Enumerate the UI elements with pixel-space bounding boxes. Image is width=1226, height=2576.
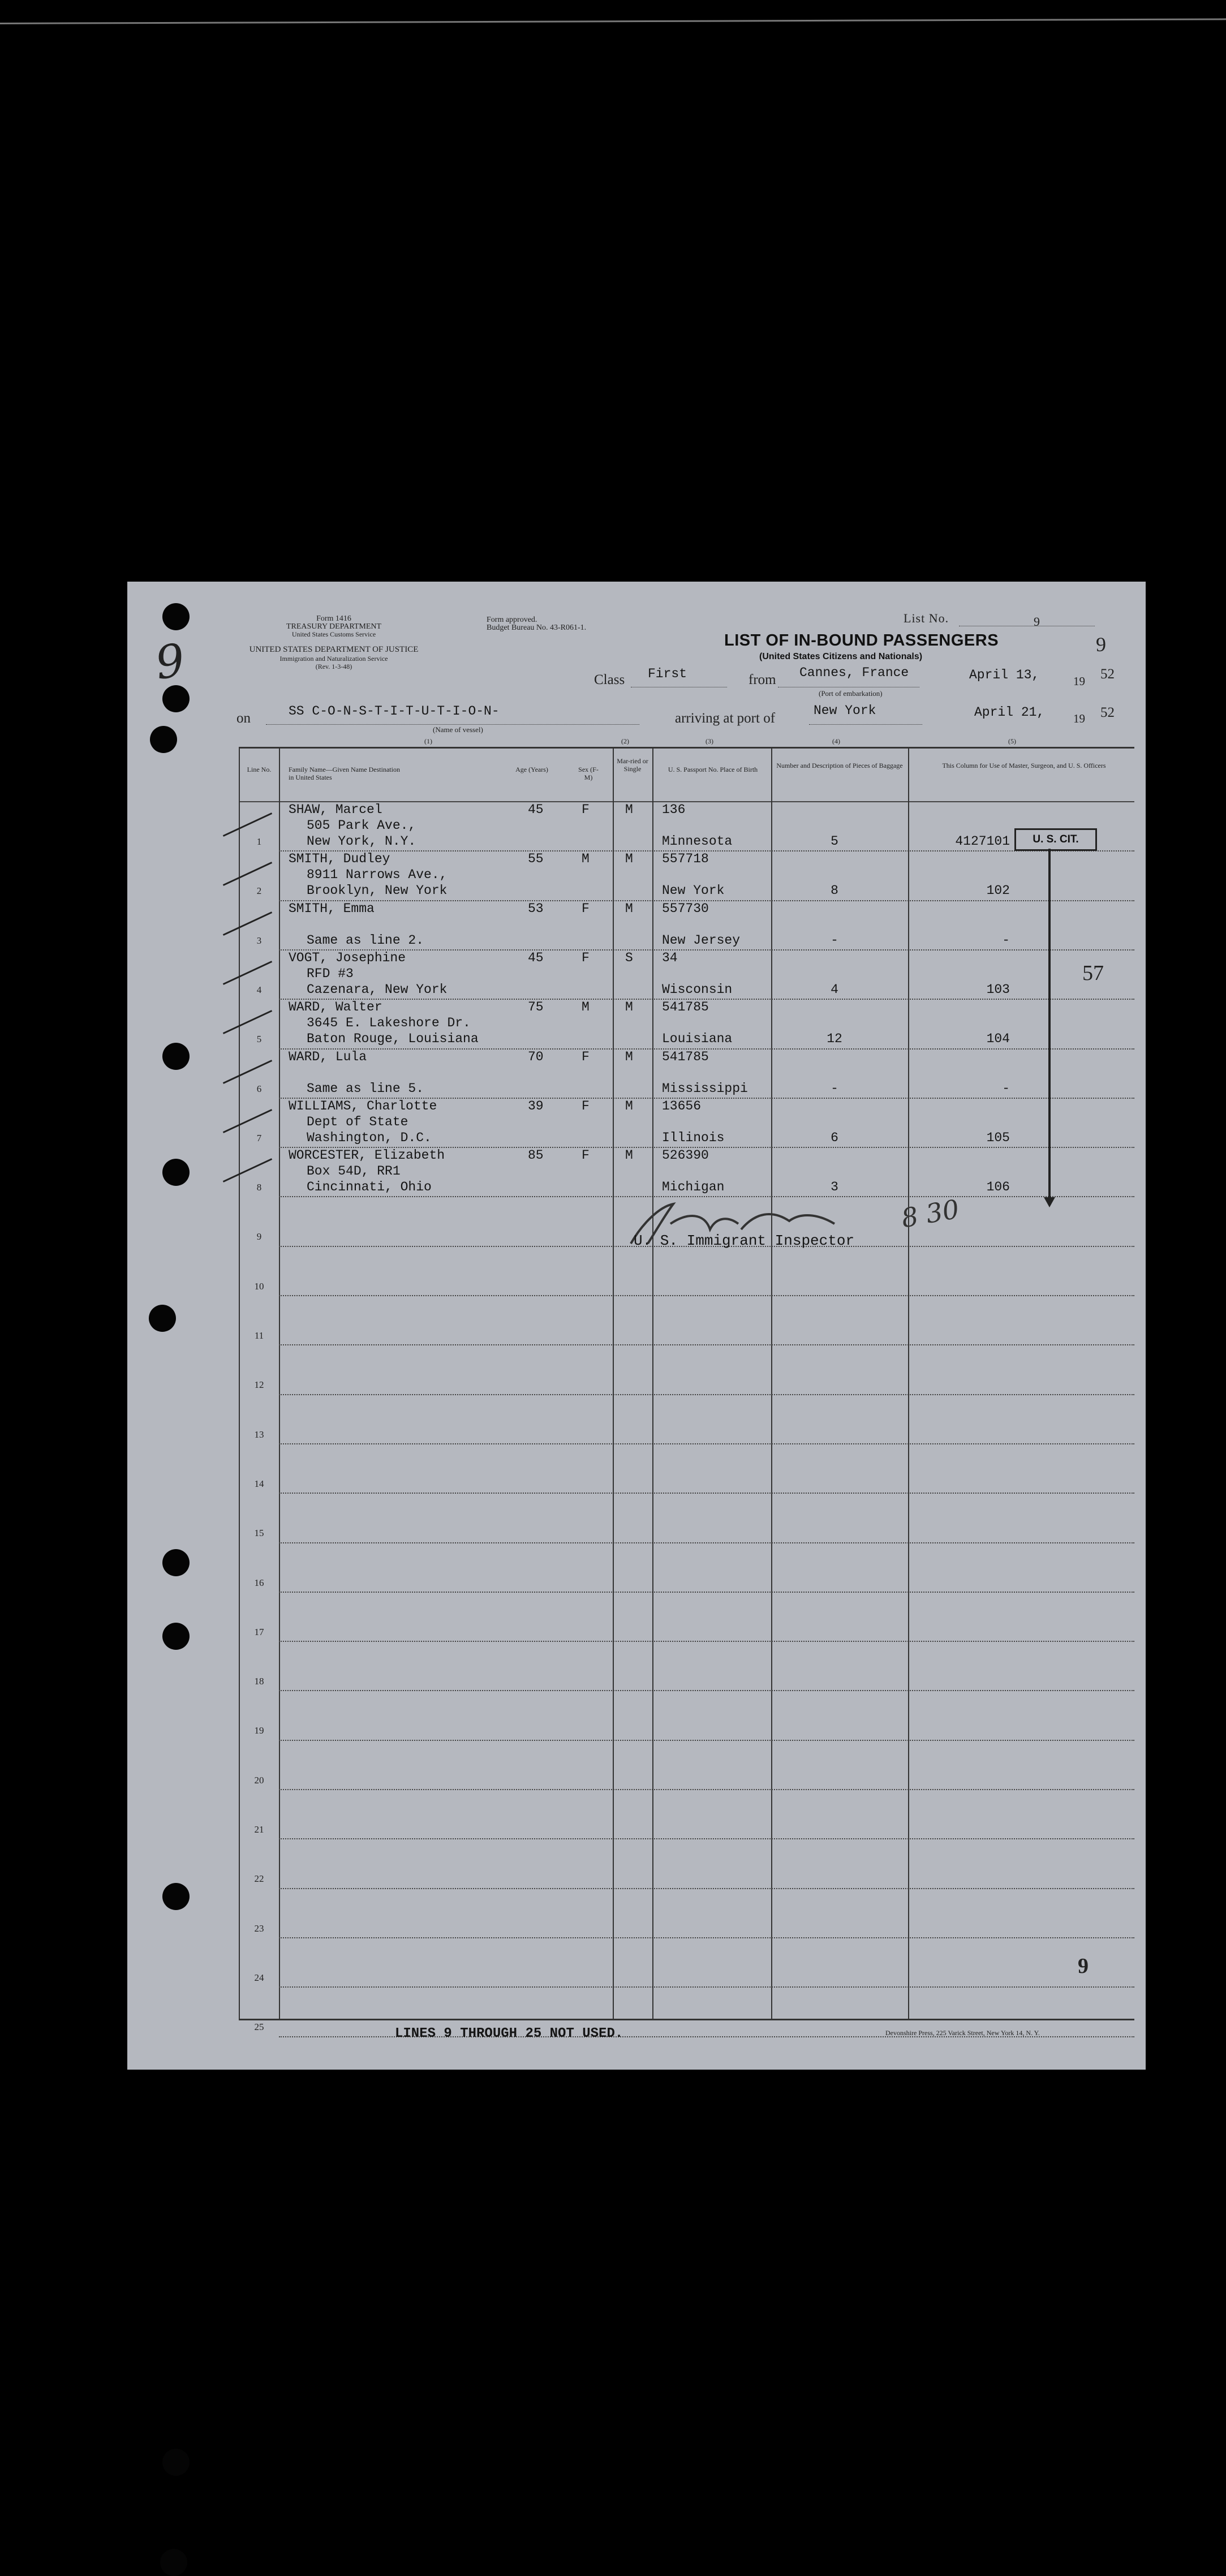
passenger-address-1: RFD #3: [307, 966, 354, 981]
baggage-count: -: [831, 1081, 838, 1096]
header-baggage: Number and Description of Pieces of Baggage: [776, 762, 903, 769]
birth-place: Illinois: [662, 1130, 725, 1145]
check-mark: [223, 911, 272, 936]
col-divider: [239, 747, 240, 2019]
justice-dept: UNITED STATES DEPARTMENT OF JUSTICE: [249, 645, 419, 654]
col-num-4: (4): [832, 737, 840, 745]
punch-hole: [162, 685, 190, 712]
passenger-name: SMITH, Emma: [289, 901, 375, 916]
row-divider: [279, 1838, 1134, 1840]
arrival-port-line: [809, 724, 922, 725]
passenger-sex: F: [582, 1148, 590, 1163]
passenger-address-2: Washington, D.C.: [307, 1130, 432, 1145]
passenger-address-2: Cazenara, New York: [307, 982, 448, 997]
form-subtitle: (United States Citizens and Nationals): [759, 652, 923, 661]
passenger-age: 70: [528, 1050, 544, 1064]
line-number: 17: [254, 1627, 264, 1637]
col-num-5: (5): [1008, 737, 1016, 745]
punch-hole: [150, 726, 177, 753]
row-divider: [279, 1690, 1134, 1692]
col-divider: [652, 747, 653, 2019]
baggage-count: 8: [831, 883, 838, 898]
punch-hole: [162, 1883, 190, 1910]
passenger-name: VOGT, Josephine: [289, 951, 406, 965]
header-sex: Sex (F-M): [578, 766, 599, 781]
row-divider: [279, 1542, 1134, 1544]
officer-number: 4127101: [955, 834, 1010, 849]
passport-number: 136: [662, 802, 686, 817]
arrival-year-prefix: 19: [1073, 712, 1085, 725]
row-divider: [279, 1888, 1134, 1890]
col-num-1: (1): [424, 737, 432, 745]
footer-note: LINES 9 THROUGH 25 NOT USED.: [395, 2026, 623, 2041]
row-divider: [279, 1986, 1134, 1988]
passport-number: 557730: [662, 901, 709, 916]
passenger-age: 75: [528, 1000, 544, 1014]
row-divider: [279, 1443, 1134, 1445]
printer-imprint: Devonshire Press, 225 Varick Street, New York 14, N. Y.: [885, 2029, 1040, 2037]
signature-note: 8 30: [899, 1193, 962, 1234]
passport-number: 13656: [662, 1099, 702, 1113]
punch-hole: [149, 1305, 176, 1332]
vessel-line: [266, 724, 639, 725]
birth-place: New York: [662, 883, 725, 898]
line-number: 12: [254, 1379, 264, 1390]
passenger-age: 39: [528, 1099, 544, 1113]
passenger-address-1: 505 Park Ave.,: [307, 818, 416, 833]
check-mark: [223, 1158, 272, 1182]
line-number: 24: [254, 1972, 264, 1983]
header-officers: This Column for Use of Master, Surgeon, and U. S. Officers: [942, 762, 1106, 769]
row-divider: [279, 949, 1134, 951]
punch-hole: [162, 1159, 190, 1186]
baggage-count: 6: [831, 1130, 838, 1145]
passenger-name: WARD, Walter: [289, 1000, 382, 1014]
departure-year-prefix: 19: [1073, 674, 1085, 688]
arriving-label: arriving at port of: [675, 711, 776, 726]
line-number: 13: [254, 1429, 264, 1440]
passenger-sex: M: [582, 852, 590, 866]
passenger-age: 45: [528, 951, 544, 965]
side-number: 57: [1082, 961, 1104, 985]
line-number: 14: [254, 1478, 264, 1489]
passenger-address-2: New York, N.Y.: [307, 834, 416, 849]
line-number: 5: [256, 1034, 262, 1044]
line-number: 7: [256, 1133, 262, 1143]
col-divider: [908, 747, 909, 2019]
on-label: on: [236, 711, 251, 726]
list-no-value: 9: [1034, 614, 1040, 629]
passenger-address-1: 3645 E. Lakeshore Dr.: [307, 1016, 471, 1030]
top-edge-line: [0, 18, 1226, 24]
arrival-port: New York: [814, 703, 876, 718]
passport-number: 34: [662, 951, 678, 965]
ins-service: Immigration and Naturalization Service: [279, 655, 388, 663]
punch-hole: [162, 1623, 190, 1650]
row-divider: [279, 1394, 1134, 1396]
birth-place: New Jersey: [662, 933, 741, 948]
punch-hole: [162, 2449, 190, 2476]
port-embarkation-label: (Port of embarkation): [819, 689, 883, 698]
passport-number: 541785: [662, 1000, 709, 1014]
officer-number: 106: [986, 1180, 1010, 1194]
row-divider: [279, 1789, 1134, 1791]
line-number: 1: [256, 836, 262, 847]
line-number: 10: [254, 1281, 264, 1292]
col-num-2: (2): [621, 737, 629, 745]
citizen-stamp: [1014, 828, 1097, 851]
check-mark: [223, 862, 272, 886]
officer-number: 103: [986, 982, 1010, 997]
punch-hole: [162, 1549, 190, 1576]
line-number: 23: [254, 1923, 264, 1934]
bottom-page-number: 9: [1078, 1954, 1089, 1978]
col-divider: [771, 747, 772, 2019]
row-divider: [279, 1641, 1134, 1642]
passenger-age: 55: [528, 852, 544, 866]
passport-number: 541785: [662, 1050, 709, 1064]
row-divider: [279, 1740, 1134, 1741]
passenger-name: SMITH, Dudley: [289, 852, 390, 866]
row-divider: [279, 1937, 1134, 1939]
punch-hole: [162, 603, 190, 630]
officer-number: 102: [986, 883, 1010, 898]
passenger-name: SHAW, Marcel: [289, 802, 382, 817]
passenger-address-2: Baton Rouge, Louisiana: [307, 1031, 479, 1046]
treasury-dept: TREASURY DEPARTMENT: [286, 622, 382, 631]
passenger-age: 53: [528, 901, 544, 916]
vessel-name-label: (Name of vessel): [433, 725, 483, 734]
line-number: 22: [254, 1873, 264, 1884]
line-number: 6: [256, 1083, 262, 1094]
line-number: 2: [256, 885, 262, 896]
departure-year: 52: [1100, 666, 1115, 682]
line-number: 3: [256, 935, 262, 946]
passenger-sex: F: [582, 1099, 590, 1113]
stamp-arrow-line: [1048, 849, 1051, 1199]
line-number: 20: [254, 1775, 264, 1786]
passenger-marital: M: [625, 901, 633, 916]
header-passport: U. S. Passport No. Place of Birth: [668, 766, 758, 773]
passenger-marital: S: [625, 951, 633, 965]
line-number: 19: [254, 1725, 264, 1736]
baggage-count: 3: [831, 1180, 838, 1194]
passenger-age: 45: [528, 802, 544, 817]
check-mark: [223, 1010, 272, 1034]
baggage-count: 4: [831, 982, 838, 997]
line-number: 4: [256, 984, 262, 995]
baggage-count: 12: [827, 1031, 842, 1046]
passport-number: 557718: [662, 852, 709, 866]
header-married: Mar-ried or Single: [617, 757, 648, 773]
passenger-name: WARD, Lula: [289, 1050, 367, 1064]
birth-place: Wisconsin: [662, 982, 733, 997]
officer-number: -: [1002, 933, 1010, 948]
officer-number: 104: [986, 1031, 1010, 1046]
officer-number: -: [1002, 1081, 1010, 1096]
punch-hole: [162, 1043, 190, 1070]
row-divider: [279, 1344, 1134, 1346]
row-divider: [279, 1592, 1134, 1593]
check-mark: [223, 961, 272, 985]
passenger-name: WILLIAMS, Charlotte: [289, 1099, 437, 1113]
table-top-border: [239, 747, 1134, 749]
passenger-sex: F: [582, 1050, 590, 1064]
baggage-count: -: [831, 933, 838, 948]
passenger-marital: M: [625, 1148, 633, 1163]
header-line-no: Line No.: [247, 766, 272, 773]
class-label: Class: [594, 672, 625, 687]
birth-place: Michigan: [662, 1180, 725, 1194]
col-num-3: (3): [706, 737, 713, 745]
passenger-sex: M: [582, 1000, 590, 1014]
punch-hole: [160, 2549, 187, 2576]
passenger-sex: F: [582, 951, 590, 965]
line-number: 21: [254, 1824, 264, 1835]
form-title: LIST OF IN-BOUND PASSENGERS: [724, 631, 999, 650]
stamp-arrow-head: [1044, 1197, 1055, 1207]
line-number: 8: [256, 1182, 262, 1193]
class-value: First: [648, 666, 687, 681]
passenger-address-2: Brooklyn, New York: [307, 883, 448, 898]
line-number: 15: [254, 1528, 264, 1538]
passenger-address-2: Same as line 5.: [307, 1081, 424, 1096]
passenger-marital: M: [625, 1050, 633, 1064]
table-bottom-border: [239, 2019, 1134, 2020]
from-label: from: [748, 672, 776, 687]
passenger-marital: M: [625, 852, 633, 866]
form-number: Form 1416: [316, 614, 351, 623]
from-value: Cannes, France: [799, 665, 909, 680]
list-no-label: List No.: [904, 611, 949, 625]
birth-place: Mississippi: [662, 1081, 748, 1096]
col-divider: [613, 747, 614, 2019]
passenger-address-1: Dept of State: [307, 1115, 408, 1129]
inspector-title: U. S. Immigrant Inspector: [634, 1232, 855, 1249]
revision: (Rev. 1-3-48): [315, 663, 352, 670]
line-number: 16: [254, 1577, 264, 1588]
line-number: 18: [254, 1676, 264, 1687]
baggage-count: 5: [831, 834, 838, 849]
line-number: 11: [254, 1330, 264, 1341]
passenger-sex: F: [582, 901, 590, 916]
line-number: 9: [256, 1231, 262, 1242]
passenger-address-1: 8911 Narrows Ave.,: [307, 867, 448, 882]
header-age: Age (Years): [515, 766, 548, 773]
page-number: 9: [1096, 633, 1106, 656]
passenger-marital: M: [625, 1099, 633, 1113]
header-name: Family Name—Given Name Destination in United States: [289, 766, 400, 781]
citizen-stamp-text: U. S. CIT.: [1033, 833, 1079, 845]
passport-number: 526390: [662, 1148, 709, 1163]
vessel-name: SS C-O-N-S-T-I-T-U-T-I-O-N-: [289, 704, 500, 719]
passenger-address-1: Box 54D, RR1: [307, 1164, 401, 1179]
line-number: 25: [254, 2022, 264, 2032]
check-mark: [223, 1060, 272, 1084]
officer-number: 105: [986, 1130, 1010, 1145]
check-mark: [223, 812, 272, 837]
passenger-name: WORCESTER, Elizabeth: [289, 1148, 445, 1163]
birth-place: Minnesota: [662, 834, 733, 849]
arrival-year: 52: [1100, 705, 1115, 720]
check-mark: [223, 1109, 272, 1133]
passenger-address-2: Same as line 2.: [307, 933, 424, 948]
budget-bureau: Budget Bureau No. 43-R061-1.: [487, 623, 587, 632]
passenger-age: 85: [528, 1148, 544, 1163]
passenger-marital: M: [625, 802, 633, 817]
manifest-page: [127, 582, 1146, 2070]
form-approved: Form approved.: [487, 616, 537, 624]
arrival-date: April 21,: [974, 705, 1045, 720]
passenger-address-2: Cincinnati, Ohio: [307, 1180, 432, 1194]
birth-place: Louisiana: [662, 1031, 733, 1046]
row-divider: [279, 1493, 1134, 1494]
handwritten-list-number: 9: [152, 633, 188, 690]
departure-date: April 13,: [969, 668, 1040, 682]
col-divider: [279, 747, 280, 2019]
customs-service: United States Customs Service: [291, 630, 376, 638]
passenger-sex: F: [582, 802, 590, 817]
passenger-marital: M: [625, 1000, 633, 1014]
row-divider: [279, 1295, 1134, 1297]
